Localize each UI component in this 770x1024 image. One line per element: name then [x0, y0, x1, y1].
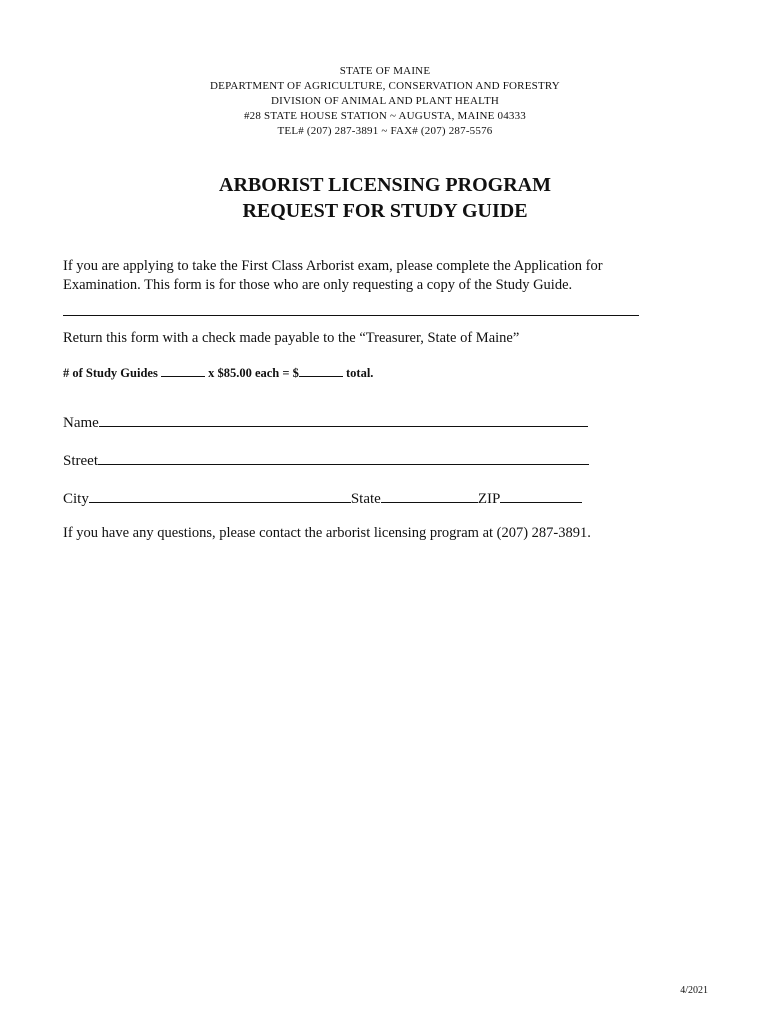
city-label: City — [63, 491, 89, 507]
horizontal-divider — [63, 315, 639, 316]
street-row — [63, 450, 589, 471]
letterhead-address: #28 STATE HOUSE STATION ~ AUGUSTA, MAINE 04333 — [243, 110, 526, 122]
city-field[interactable] — [89, 488, 351, 503]
intro-paragraph: If you are applying to take the First Class Arborist exam, please complete the Application for Examination. This form is for those who are only requesting a copy of the Study Guide. — [63, 258, 603, 293]
letterhead-state: STATE OF MAINE — [339, 65, 431, 77]
name-label: Name — [63, 415, 99, 431]
street-label: Street — [63, 453, 98, 469]
dollar-sign: $ — [292, 366, 299, 380]
name-row — [63, 412, 588, 433]
street-field[interactable] — [98, 450, 589, 465]
name-field[interactable] — [99, 412, 588, 427]
letterhead-department: DEPARTMENT OF AGRICULTURE, CONSERVATION AND FORESTRY — [210, 80, 560, 92]
total-label: total. — [346, 366, 374, 380]
title-line-2: REQUEST FOR STUDY GUIDE — [242, 200, 528, 222]
document-title — [0, 172, 770, 224]
total-amount-blank[interactable] — [299, 364, 343, 377]
revision-date: 4/2021 — [680, 985, 708, 996]
return-instructions: Return this form with a check made payable to the “Treasurer, State of Maine” — [63, 330, 520, 346]
study-guide-count-label: # of Study Guides — [63, 366, 158, 380]
city-state-zip-row — [63, 488, 582, 509]
contact-note: If you have any questions, please contact the arborist licensing program at (207) 287-3891. — [63, 525, 591, 541]
letterhead-phone: TEL# (207) 287-3891 ~ FAX# (207) 287-5576 — [277, 125, 493, 137]
zip-label: ZIP — [477, 491, 501, 507]
letterhead — [0, 64, 770, 139]
study-guide-count-blank[interactable] — [161, 364, 205, 377]
zip-field[interactable] — [500, 488, 582, 503]
title-line-1: ARBORIST LICENSING PROGRAM — [219, 174, 551, 196]
study-guide-calculation — [63, 364, 373, 382]
letterhead-division: DIVISION OF ANIMAL AND PLANT HEALTH — [270, 95, 500, 107]
state-field[interactable] — [381, 488, 478, 503]
state-label: State — [350, 491, 381, 507]
study-guide-price: x $85.00 each = — [208, 366, 290, 380]
